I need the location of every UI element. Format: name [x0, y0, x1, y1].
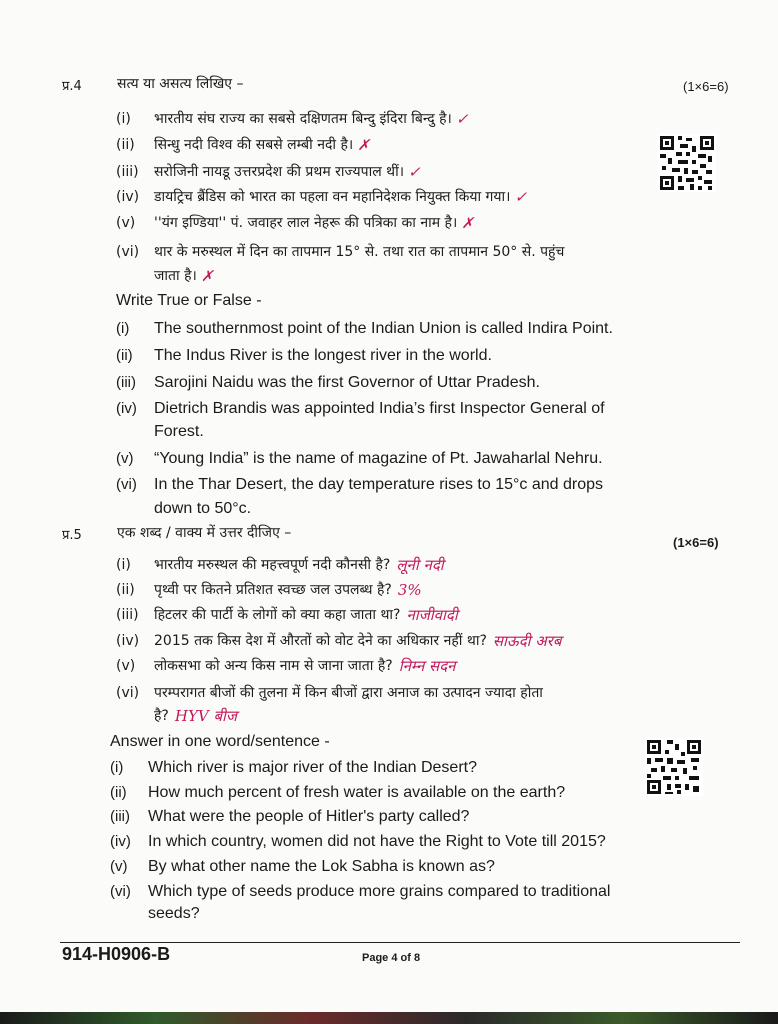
q4-hindi-item-5	[116, 211, 474, 235]
question-5-heading: एक शब्द / वाक्य में उत्तर दीजिए –	[117, 525, 292, 541]
item-text: In which country, women did not have the Right to Vote till 2015?	[148, 833, 606, 850]
item-text: परम्परागत बीजों की तुलना में किन बीजों द्वारा अनाज का उत्पादन ज्यादा होता	[154, 685, 543, 701]
q5-hindi-item-5	[116, 654, 456, 678]
question-4-number: प्र.4	[62, 79, 82, 94]
q4-english-item-3	[116, 371, 540, 394]
handwritten-answer: 3%	[397, 581, 422, 599]
handwritten-answer: लूनी नदी	[396, 556, 444, 574]
handwritten-answer: HYV बीज	[174, 707, 238, 725]
item-text: Forest.	[154, 423, 204, 440]
qr-code-icon	[645, 738, 703, 796]
q4-english-item-6-continued	[116, 497, 251, 520]
paper-code: 914-H0906-B	[62, 944, 171, 964]
check-mark-icon: ✓	[408, 163, 421, 181]
q5-hindi-item-6-continued	[154, 704, 237, 728]
q5-hindi-item-2	[116, 578, 422, 602]
handwritten-answer: साऊदी अरब	[492, 632, 562, 650]
check-mark-icon: ✓	[514, 188, 528, 206]
q4-hindi-item-3	[116, 160, 421, 184]
check-mark-icon: ✓	[455, 110, 469, 128]
q4-hindi-item-1	[116, 107, 468, 131]
cross-mark-icon: ✗	[461, 214, 474, 232]
item-number	[116, 497, 154, 520]
item-number: (vi)	[116, 685, 140, 701]
item-number: (vi)	[110, 883, 131, 900]
item-number: (ii)	[116, 347, 133, 364]
item-number	[116, 420, 154, 443]
item-text: seeds?	[148, 905, 200, 922]
q4-english-item-4-continued	[116, 420, 204, 443]
item-text: The southernmost point of the Indian Union is called Indira Point.	[154, 320, 613, 337]
q4-english-item-5	[116, 447, 603, 470]
q4-hindi-item-2	[116, 133, 370, 157]
item-number: (v)	[116, 215, 136, 231]
cross-mark-icon: ✗	[200, 267, 214, 285]
item-text: How much percent of fresh water is available on the earth?	[148, 784, 566, 801]
q5-english-item-5	[110, 855, 495, 878]
q4-english-item-1	[116, 317, 613, 340]
handwritten-answer: निम्न सदन	[398, 657, 456, 675]
item-number: (ii)	[116, 582, 135, 598]
item-text: भारतीय संघ राज्य का सबसे दक्षिणतम बिन्दु इंदिरा बिन्दु है।	[154, 111, 452, 127]
item-text: down to 50°c.	[154, 500, 252, 517]
q5-english-item-6	[110, 880, 610, 903]
item-text: Which type of seeds produce more grains compared to traditional	[148, 883, 611, 900]
item-text: सिन्धु नदी विश्व की सबसे लम्बी नदी है।	[154, 137, 354, 153]
item-text: लोकसभा को अन्य किस नाम से जाना जाता है?	[154, 658, 393, 674]
question-4-marks: (1×6=6)	[683, 79, 729, 94]
qr-code-icon	[658, 134, 716, 192]
item-text: है?	[154, 708, 169, 724]
item-text: जाता है।	[154, 268, 197, 284]
question-5-number: प्र.5	[62, 528, 82, 543]
q4-english-item-6	[116, 473, 603, 496]
cross-mark-icon: ✗	[357, 136, 370, 154]
item-number: (ii)	[110, 784, 127, 801]
item-number: (iii)	[110, 808, 130, 825]
item-text: थार के मरुस्थल में दिन का तापमान 15° से. तथा रात का तापमान 50° से. पहुंच	[154, 244, 565, 260]
item-text: पृथ्वी पर कितने प्रतिशत स्वच्छ जल उपलब्ध है?	[154, 582, 392, 598]
item-number: (v)	[110, 858, 128, 875]
item-number: (i)	[116, 557, 131, 573]
item-text: 2015 तक किस देश में औरतों को वोट देने का अधिकार नहीं था?	[154, 633, 487, 649]
footer-divider	[60, 942, 740, 943]
q5-english-item-6-continued	[110, 902, 200, 925]
item-text: In the Thar Desert, the day temperature rises to 15°c and drops	[154, 476, 604, 493]
item-text: Which river is major river of the Indian Desert?	[148, 759, 477, 776]
q4-english-item-4	[116, 397, 605, 420]
q5-english-item-2	[110, 781, 565, 804]
q4-english-heading: Write True or False -	[116, 292, 262, 309]
item-number: (iv)	[116, 400, 137, 417]
item-text: The Indus River is the longest river in the world.	[154, 347, 492, 364]
item-text: डायट्रिच ब्रैंडिस को भारत का पहला वन महानिदेशक नियुक्त किया गया।	[154, 189, 511, 205]
item-text: हिटलर की पार्टी के लोगों को क्या कहा जाता था?	[154, 607, 401, 623]
q5-english-item-3	[110, 805, 469, 828]
q4-hindi-item-6	[116, 240, 564, 264]
q5-hindi-item-3	[116, 603, 458, 627]
q4-hindi-item-6-continued	[154, 264, 213, 288]
item-number: (ii)	[116, 137, 135, 153]
q5-english-heading: Answer in one word/sentence -	[110, 733, 330, 750]
item-text: By what other name the Lok Sabha is known as?	[148, 858, 495, 875]
item-number	[110, 902, 148, 925]
handwritten-answer: नाजीवादी	[406, 606, 458, 624]
item-number: (iv)	[116, 633, 140, 649]
q4-hindi-item-4	[116, 185, 527, 209]
item-number: (i)	[116, 320, 130, 337]
q4-english-item-2	[116, 344, 492, 367]
item-number: (iii)	[116, 164, 139, 180]
question-4-heading: सत्य या असत्य लिखिए –	[117, 76, 244, 92]
item-number: (iii)	[116, 374, 136, 391]
item-text: What were the people of Hitler's party called?	[148, 808, 470, 825]
q5-english-item-1	[110, 756, 477, 779]
page-edge-strip	[0, 1012, 778, 1024]
page-number: Page 4 of 8	[362, 952, 421, 964]
item-number: (vi)	[116, 476, 137, 493]
item-number: (v)	[116, 450, 134, 467]
item-number: (v)	[116, 658, 136, 674]
item-number: (i)	[110, 759, 124, 776]
question-5-marks: (1×6=6)	[673, 535, 719, 550]
item-text: “Young India” is the name of magazine of Pt. Jawaharlal Nehru.	[154, 450, 603, 467]
item-number: (i)	[116, 111, 131, 127]
item-text: Dietrich Brandis was appointed India’s first Inspector General of	[154, 400, 605, 417]
q5-hindi-item-6	[116, 681, 543, 705]
q5-hindi-item-4	[116, 629, 561, 653]
item-text: सरोजिनी नायडू उत्तरप्रदेश की प्रथम राज्यपाल थीं।	[154, 164, 405, 180]
item-text: भारतीय मरुस्थल की महत्त्वपूर्ण नदी कौनसी है?	[154, 557, 391, 573]
q5-english-item-4	[110, 830, 606, 853]
item-number: (vi)	[116, 244, 140, 260]
item-text: Sarojini Naidu was the first Governor of Uttar Pradesh.	[154, 374, 540, 391]
item-text: ''यंग इण्डिया'' पं. जवाहर लाल नेहरू की पत्रिका का नाम है।	[154, 215, 458, 231]
item-number: (iv)	[110, 833, 131, 850]
item-number: (iv)	[116, 189, 140, 205]
q5-hindi-item-1	[116, 553, 444, 577]
item-number: (iii)	[116, 607, 139, 623]
